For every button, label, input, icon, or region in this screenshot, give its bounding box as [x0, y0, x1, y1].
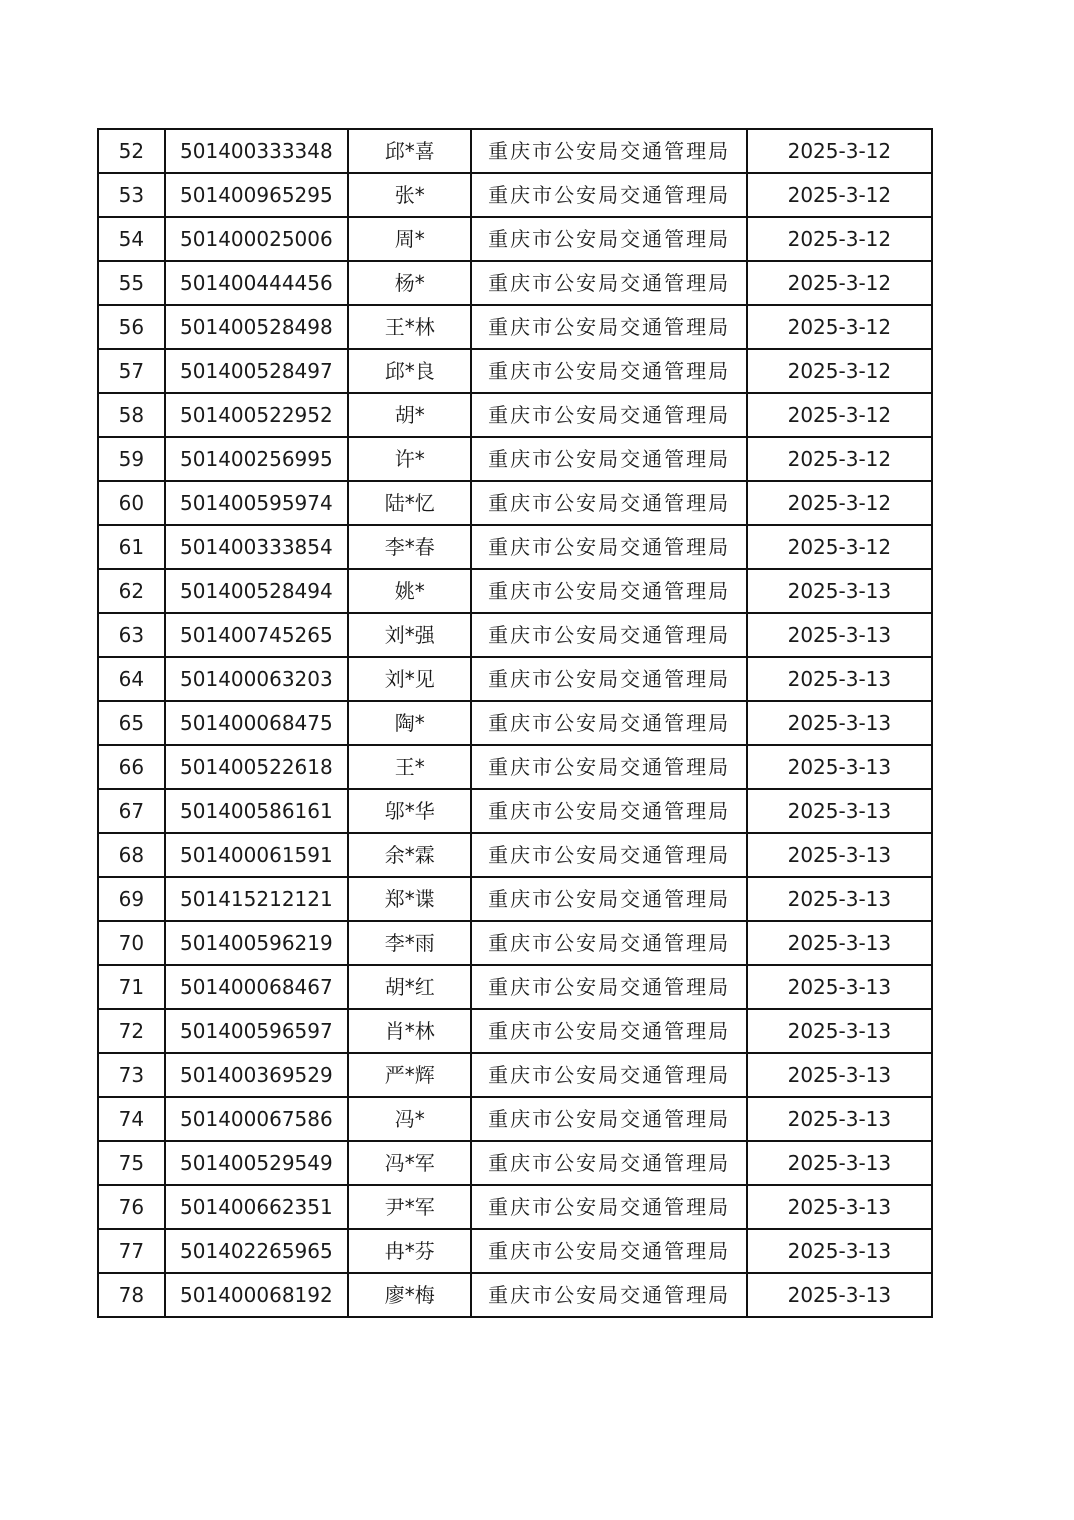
date-cell: 2025-3-13	[747, 1009, 932, 1053]
row-number-cell: 75	[98, 1141, 165, 1185]
table-row	[98, 833, 932, 877]
row-number-cell: 55	[98, 261, 165, 305]
record-id-cell: 501415212121	[165, 877, 348, 921]
row-number-cell: 63	[98, 613, 165, 657]
table-row	[98, 217, 932, 261]
person-name-cell: 杨*	[348, 261, 471, 305]
date-cell: 2025-3-13	[747, 613, 932, 657]
issuing-authority-cell: 重庆市公安局交通管理局	[471, 437, 746, 481]
person-name-cell: 冉*芬	[348, 1229, 471, 1273]
date-cell: 2025-3-13	[747, 1097, 932, 1141]
row-number-cell: 62	[98, 569, 165, 613]
date-cell: 2025-3-12	[747, 305, 932, 349]
table-row	[98, 1141, 932, 1185]
date-cell: 2025-3-12	[747, 525, 932, 569]
row-number-cell: 78	[98, 1273, 165, 1317]
row-number-cell: 65	[98, 701, 165, 745]
date-cell: 2025-3-13	[747, 1185, 932, 1229]
record-id-cell: 501400068475	[165, 701, 348, 745]
person-name-cell: 余*霖	[348, 833, 471, 877]
person-name-cell: 陆*忆	[348, 481, 471, 525]
date-cell: 2025-3-13	[747, 789, 932, 833]
date-cell: 2025-3-12	[747, 349, 932, 393]
record-id-cell: 501400444456	[165, 261, 348, 305]
date-cell: 2025-3-12	[747, 393, 932, 437]
row-number-cell: 58	[98, 393, 165, 437]
person-name-cell: 刘*见	[348, 657, 471, 701]
person-name-cell: 严*辉	[348, 1053, 471, 1097]
record-id-cell: 501400333854	[165, 525, 348, 569]
person-name-cell: 许*	[348, 437, 471, 481]
issuing-authority-cell: 重庆市公安局交通管理局	[471, 921, 746, 965]
record-id-cell: 501400333348	[165, 129, 348, 173]
issuing-authority-cell: 重庆市公安局交通管理局	[471, 1185, 746, 1229]
table-row	[98, 1229, 932, 1273]
issuing-authority-cell: 重庆市公安局交通管理局	[471, 481, 746, 525]
record-id-cell: 501400586161	[165, 789, 348, 833]
person-name-cell: 李*雨	[348, 921, 471, 965]
issuing-authority-cell: 重庆市公安局交通管理局	[471, 525, 746, 569]
record-id-cell: 501400662351	[165, 1185, 348, 1229]
date-cell: 2025-3-13	[747, 1141, 932, 1185]
issuing-authority-cell: 重庆市公安局交通管理局	[471, 965, 746, 1009]
person-name-cell: 邬*华	[348, 789, 471, 833]
row-number-cell: 71	[98, 965, 165, 1009]
date-cell: 2025-3-13	[747, 701, 932, 745]
person-name-cell: 张*	[348, 173, 471, 217]
person-name-cell: 胡*	[348, 393, 471, 437]
person-name-cell: 冯*	[348, 1097, 471, 1141]
date-cell: 2025-3-13	[747, 877, 932, 921]
person-name-cell: 陶*	[348, 701, 471, 745]
date-cell: 2025-3-13	[747, 1229, 932, 1273]
record-id-cell: 501400522618	[165, 745, 348, 789]
table-row	[98, 525, 932, 569]
issuing-authority-cell: 重庆市公安局交通管理局	[471, 393, 746, 437]
row-number-cell: 68	[98, 833, 165, 877]
issuing-authority-cell: 重庆市公安局交通管理局	[471, 877, 746, 921]
issuing-authority-cell: 重庆市公安局交通管理局	[471, 1141, 746, 1185]
date-cell: 2025-3-13	[747, 921, 932, 965]
issuing-authority-cell: 重庆市公安局交通管理局	[471, 1273, 746, 1317]
date-cell: 2025-3-13	[747, 1053, 932, 1097]
date-cell: 2025-3-12	[747, 437, 932, 481]
issuing-authority-cell: 重庆市公安局交通管理局	[471, 1053, 746, 1097]
row-number-cell: 73	[98, 1053, 165, 1097]
record-id-cell: 501400528498	[165, 305, 348, 349]
date-cell: 2025-3-12	[747, 129, 932, 173]
record-id-cell: 501400068467	[165, 965, 348, 1009]
table-row	[98, 129, 932, 173]
row-number-cell: 56	[98, 305, 165, 349]
date-cell: 2025-3-12	[747, 261, 932, 305]
date-cell: 2025-3-12	[747, 217, 932, 261]
record-id-cell: 501400068192	[165, 1273, 348, 1317]
date-cell: 2025-3-12	[747, 481, 932, 525]
issuing-authority-cell: 重庆市公安局交通管理局	[471, 1009, 746, 1053]
table-row	[98, 349, 932, 393]
row-number-cell: 52	[98, 129, 165, 173]
table-row	[98, 305, 932, 349]
table-row	[98, 1273, 932, 1317]
date-cell: 2025-3-13	[747, 569, 932, 613]
issuing-authority-cell: 重庆市公安局交通管理局	[471, 1097, 746, 1141]
row-number-cell: 67	[98, 789, 165, 833]
record-id-cell: 501400596219	[165, 921, 348, 965]
row-number-cell: 77	[98, 1229, 165, 1273]
issuing-authority-cell: 重庆市公安局交通管理局	[471, 833, 746, 877]
record-id-cell: 501400063203	[165, 657, 348, 701]
issuing-authority-cell: 重庆市公安局交通管理局	[471, 789, 746, 833]
row-number-cell: 66	[98, 745, 165, 789]
table-row	[98, 481, 932, 525]
row-number-cell: 60	[98, 481, 165, 525]
table-row	[98, 965, 932, 1009]
record-id-cell: 501400522952	[165, 393, 348, 437]
record-id-cell: 501402265965	[165, 1229, 348, 1273]
record-id-cell: 501400256995	[165, 437, 348, 481]
record-id-cell: 501400369529	[165, 1053, 348, 1097]
row-number-cell: 69	[98, 877, 165, 921]
person-name-cell: 郑*谍	[348, 877, 471, 921]
date-cell: 2025-3-13	[747, 745, 932, 789]
table-row	[98, 745, 932, 789]
person-name-cell: 王*	[348, 745, 471, 789]
record-id-cell: 501400025006	[165, 217, 348, 261]
row-number-cell: 76	[98, 1185, 165, 1229]
person-name-cell: 冯*军	[348, 1141, 471, 1185]
table-row	[98, 613, 932, 657]
person-name-cell: 肖*林	[348, 1009, 471, 1053]
issuing-authority-cell: 重庆市公安局交通管理局	[471, 745, 746, 789]
record-id-cell: 501400528497	[165, 349, 348, 393]
person-name-cell: 胡*红	[348, 965, 471, 1009]
person-name-cell: 尹*军	[348, 1185, 471, 1229]
person-name-cell: 廖*梅	[348, 1273, 471, 1317]
person-name-cell: 邱*良	[348, 349, 471, 393]
row-number-cell: 70	[98, 921, 165, 965]
issuing-authority-cell: 重庆市公安局交通管理局	[471, 701, 746, 745]
table-row	[98, 437, 932, 481]
issuing-authority-cell: 重庆市公安局交通管理局	[471, 657, 746, 701]
person-name-cell: 李*春	[348, 525, 471, 569]
row-number-cell: 64	[98, 657, 165, 701]
issuing-authority-cell: 重庆市公安局交通管理局	[471, 349, 746, 393]
date-cell: 2025-3-12	[747, 173, 932, 217]
record-id-cell: 501400529549	[165, 1141, 348, 1185]
table-row	[98, 393, 932, 437]
issuing-authority-cell: 重庆市公安局交通管理局	[471, 173, 746, 217]
issuing-authority-cell: 重庆市公安局交通管理局	[471, 569, 746, 613]
record-id-cell: 501400596597	[165, 1009, 348, 1053]
records-table-body	[98, 129, 932, 1317]
issuing-authority-cell: 重庆市公安局交通管理局	[471, 305, 746, 349]
person-name-cell: 王*林	[348, 305, 471, 349]
date-cell: 2025-3-13	[747, 965, 932, 1009]
issuing-authority-cell: 重庆市公安局交通管理局	[471, 217, 746, 261]
table-row	[98, 877, 932, 921]
row-number-cell: 57	[98, 349, 165, 393]
row-number-cell: 59	[98, 437, 165, 481]
record-id-cell: 501400061591	[165, 833, 348, 877]
record-id-cell: 501400965295	[165, 173, 348, 217]
row-number-cell: 74	[98, 1097, 165, 1141]
issuing-authority-cell: 重庆市公安局交通管理局	[471, 129, 746, 173]
date-cell: 2025-3-13	[747, 1273, 932, 1317]
record-id-cell: 501400067586	[165, 1097, 348, 1141]
person-name-cell: 姚*	[348, 569, 471, 613]
table-row	[98, 569, 932, 613]
table-row	[98, 1009, 932, 1053]
records-table	[97, 128, 933, 1318]
issuing-authority-cell: 重庆市公安局交通管理局	[471, 1229, 746, 1273]
date-cell: 2025-3-13	[747, 833, 932, 877]
record-id-cell: 501400528494	[165, 569, 348, 613]
table-row	[98, 921, 932, 965]
issuing-authority-cell: 重庆市公安局交通管理局	[471, 613, 746, 657]
row-number-cell: 53	[98, 173, 165, 217]
table-row	[98, 789, 932, 833]
row-number-cell: 72	[98, 1009, 165, 1053]
row-number-cell: 54	[98, 217, 165, 261]
issuing-authority-cell: 重庆市公安局交通管理局	[471, 261, 746, 305]
person-name-cell: 邱*喜	[348, 129, 471, 173]
record-id-cell: 501400745265	[165, 613, 348, 657]
table-row	[98, 261, 932, 305]
table-row	[98, 1185, 932, 1229]
table-row	[98, 1053, 932, 1097]
person-name-cell: 周*	[348, 217, 471, 261]
table-row	[98, 657, 932, 701]
table-row	[98, 1097, 932, 1141]
table-row	[98, 173, 932, 217]
table-row	[98, 701, 932, 745]
date-cell: 2025-3-13	[747, 657, 932, 701]
person-name-cell: 刘*强	[348, 613, 471, 657]
row-number-cell: 61	[98, 525, 165, 569]
record-id-cell: 501400595974	[165, 481, 348, 525]
